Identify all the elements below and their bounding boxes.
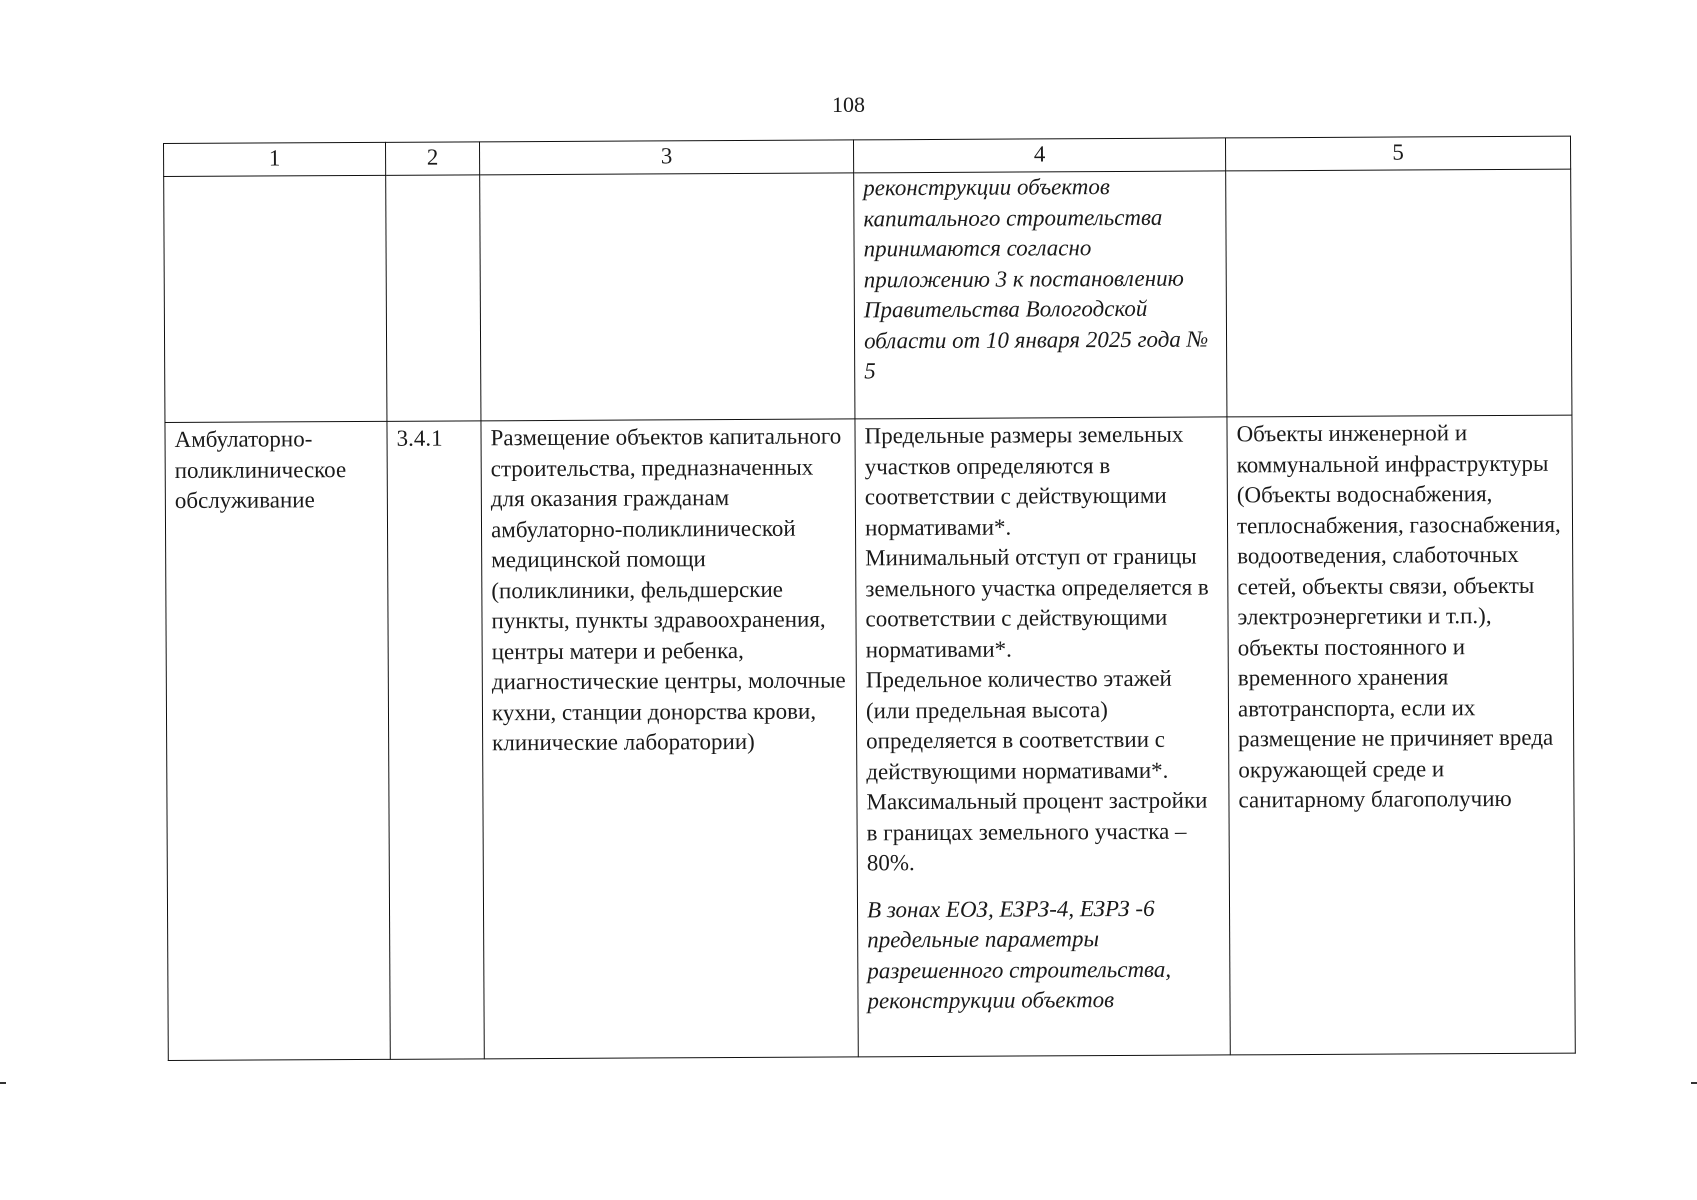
page-number: 108	[832, 92, 865, 117]
parameter-zones-note: В зонах ЕОЗ, ЕЗРЗ-4, ЕЗРЗ -6 предельные параметры разрешенного строительства, реконструкции объектов	[866, 895, 1172, 1014]
column-number-1: 1	[164, 142, 386, 176]
zoning-table	[163, 136, 1576, 1061]
use-type-name: Амбулаторно-поликлиническое обслуживание	[165, 421, 390, 1060]
carry-cell-3	[480, 173, 855, 421]
carry-cell-2	[386, 175, 481, 421]
column-number-4: 4	[853, 138, 1225, 173]
use-type-code: 3.4.1	[387, 421, 484, 1059]
table-row	[165, 415, 1575, 1060]
column-number-3: 3	[479, 140, 853, 175]
carried-over-row	[164, 169, 1572, 422]
column-number-5: 5	[1225, 136, 1570, 171]
column-number-2: 2	[385, 142, 479, 175]
scan-edge-mark-right	[1691, 1082, 1697, 1084]
carry-cell-5	[1226, 169, 1572, 417]
scan-edge-mark-left	[0, 1082, 6, 1084]
auxiliary-uses: Объекты инженерной и коммунальной инфраструктуры (Объекты водоснабжения, теплоснабжения, газоснабжения, водоотведения, слаботочных сетей, объекты связи, объекты электроэнергетики и т.п.), объекты постоянного и временного хранения автотранспорта, если их размещение не причиняет вреда окружающей среде и санитарному благополучию	[1227, 415, 1575, 1055]
carry-cell-1	[164, 175, 387, 422]
use-type-description: Размещение объектов капитального строительства, предназначенных для оказания гражданам амбулаторно-поликлинической медицинской помощи (поликлиники, фельдшерские пункты, пункты здравоохранения, центры матери и ребенка, диагностические центры, молочные кухни, станции донорства крови, клинические лаборатории)	[481, 419, 858, 1059]
parameter-plot-size: Предельные размеры земельных участков определяются в соответствии с действующими нормативами*.	[864, 421, 1184, 540]
parameter-floors: Предельное количество этажей (или предельная высота) определяется в соответствии с действующими нормативами*.	[865, 665, 1172, 784]
parameter-coverage: Максимальный процент застройки в границах земельного участка – 80%.	[866, 787, 1208, 876]
paragraph-gap	[867, 877, 1219, 895]
construction-parameters	[855, 417, 1230, 1057]
carry-cell-params: реконструкции объектов капитального строительства принимаются согласно приложению 3 к постановлению Правительства Вологодской области от 10 января 2025 года № 5	[854, 171, 1227, 419]
parameter-setback: Минимальный отступ от границы земельного участка определяется в соответствии с действующими нормативами*.	[865, 543, 1209, 662]
document-sheet	[163, 136, 1575, 1061]
